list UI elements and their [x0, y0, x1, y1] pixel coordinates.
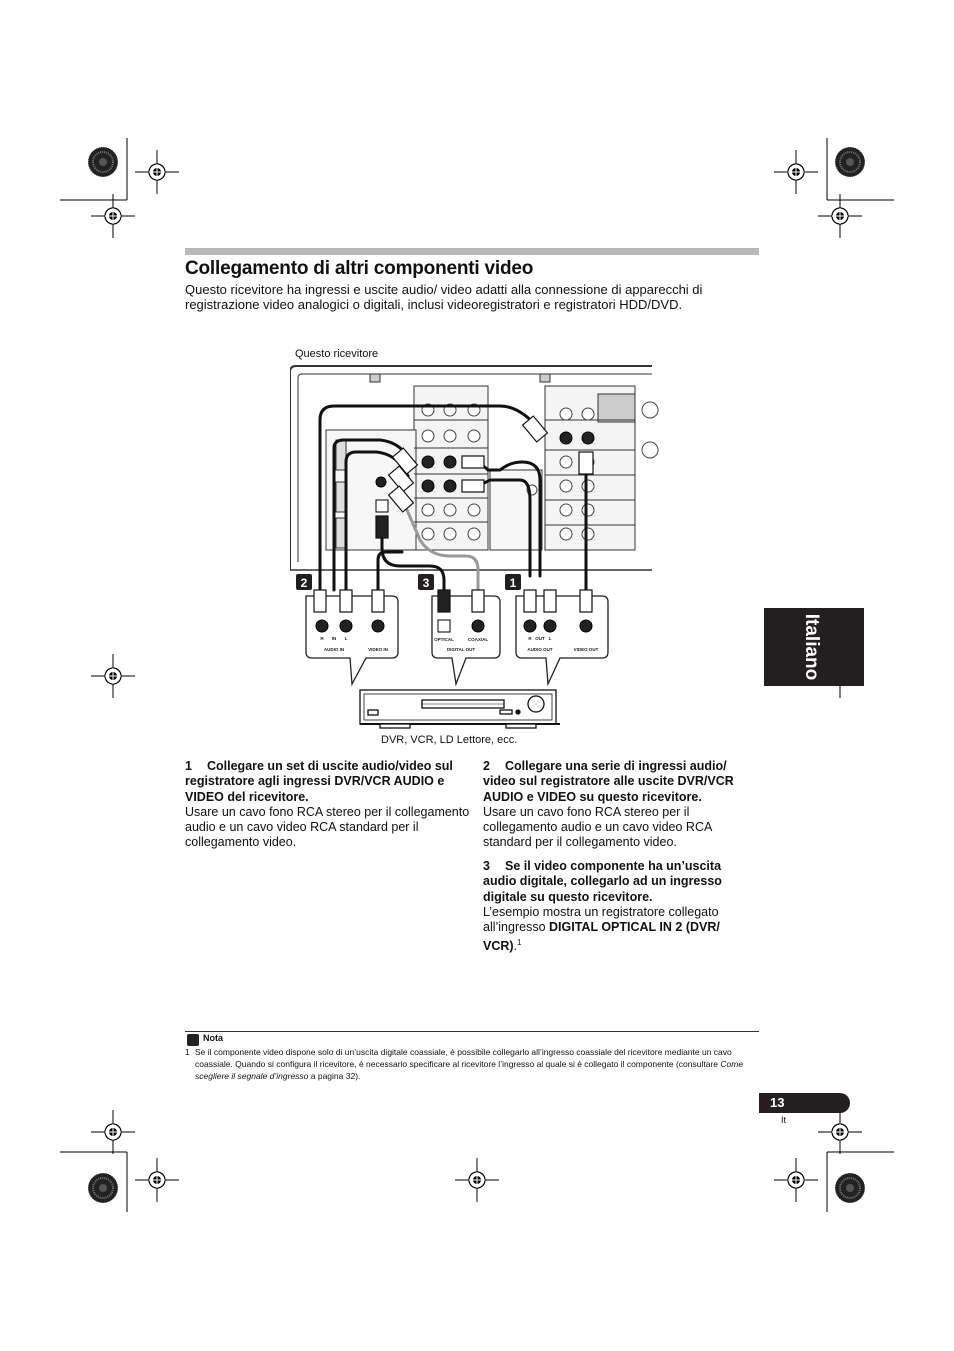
language-side-tab-label: Italiano: [801, 613, 822, 681]
badge-2: 2: [300, 576, 308, 590]
step-3-body: [483, 905, 745, 955]
panel-digital-optical: OPTICAL: [434, 637, 454, 642]
step-2-body: Usare un cavo fono RCA stereo per il collegamento audio e un cavo video RCA standard per il collegamento video.: [483, 804, 712, 850]
device-label: DVR, VCR, LD Lettore, ecc.: [381, 734, 518, 746]
receiver-label: Questo ricevitore: [295, 348, 379, 360]
panel-in-l: L: [344, 636, 348, 641]
step-1-heading-text: Collegare un set di uscite audio/video sul registratore agli ingressi DVR/VCR AUDIO e VIDEO del ricevitore.: [185, 759, 453, 804]
step-1-body: Usare un cavo fono RCA stereo per il collegamento audio e un cavo video RCA standard per il collegamento video.: [185, 804, 470, 850]
footnote: [185, 1046, 760, 1082]
step-1-heading: [185, 759, 470, 805]
panel-out-audio: AUDIO OUT: [527, 647, 553, 652]
section-title: Collegamento di altri componenti video: [185, 258, 534, 279]
footnote-text: [195, 1046, 760, 1082]
step-3-body-bold: DIGITAL OPTICAL IN 2 (DVR/ VCR): [483, 920, 720, 954]
step-2: [483, 759, 758, 851]
connection-diagram: [290, 345, 670, 735]
step-2-heading: [483, 759, 758, 805]
footnote-ref: 1: [517, 938, 522, 948]
panel-out-l: L: [548, 636, 552, 641]
step-3-body-text: L’esempio mostra un registratore collegato all’ingresso: [483, 904, 719, 935]
note-icon: [187, 1034, 199, 1046]
panel-digital-coaxial: COAXIAL: [467, 637, 489, 642]
panel-in-audio: AUDIO IN: [323, 647, 345, 652]
step-3: [483, 859, 745, 955]
step-3-number: 3: [483, 859, 490, 873]
panel-digital-out: DIGITAL OUT: [446, 647, 476, 652]
step-1: [185, 759, 470, 851]
step-2-number: 2: [483, 759, 490, 773]
step-1-number: 1: [185, 759, 192, 773]
footnote-text-italic: Come scegliere il segnale d’ingresso: [195, 1059, 744, 1081]
section-intro: Questo ricevitore ha ingressi e uscite audio/ video adatti alla connessione di apparecchi di registrazione video analogici o digitali, inclusi videoregistratori e registratori HDD/DVD.: [185, 282, 703, 312]
note-rule: [185, 1031, 759, 1032]
footnote-text-before: Se il componente video dispone solo di un’uscita digitale coassiale, è possibile collegarlo all’ingresso coassiale del ricevitore mediante un cavo coassiale. Quando si configura il ricevitore, è necessario specificare al ricevitore l’ingresso al quale si è collegato il componente (consultare: [195, 1047, 732, 1069]
panel-in-r: R: [320, 636, 324, 641]
panel-in-video: VIDEO IN: [368, 647, 388, 652]
step-3-body-end: .: [513, 939, 518, 954]
panel-in-in: IN: [331, 636, 337, 641]
recorder-device: [360, 690, 560, 728]
badge-3: 3: [422, 576, 430, 590]
panel-out-video: VIDEO OUT: [573, 647, 599, 652]
step-2-heading-text: Collegare una serie di ingressi audio/ video sul registratore alle uscite DVR/VCR AUDIO e VIDEO su questo ricevitore.: [483, 759, 734, 804]
footnote-number: 1: [185, 1047, 190, 1057]
step-3-heading: [483, 859, 745, 905]
section-top-rule: [185, 248, 759, 255]
panel-out-out: OUT: [535, 636, 545, 641]
panel-out-r: R: [528, 636, 532, 641]
badge-1: 1: [509, 576, 517, 590]
note-title: Nota: [203, 1033, 223, 1043]
footnote-text-after: a pagina 32).: [308, 1071, 361, 1081]
page-number: 13: [770, 1095, 785, 1110]
step-badges: [296, 574, 521, 590]
step-3-heading-text: Se il video componente ha un’uscita audio digitale, collegarlo ad un ingresso digitale su questo ricevitore.: [483, 859, 722, 904]
page-language: It: [781, 1115, 787, 1125]
